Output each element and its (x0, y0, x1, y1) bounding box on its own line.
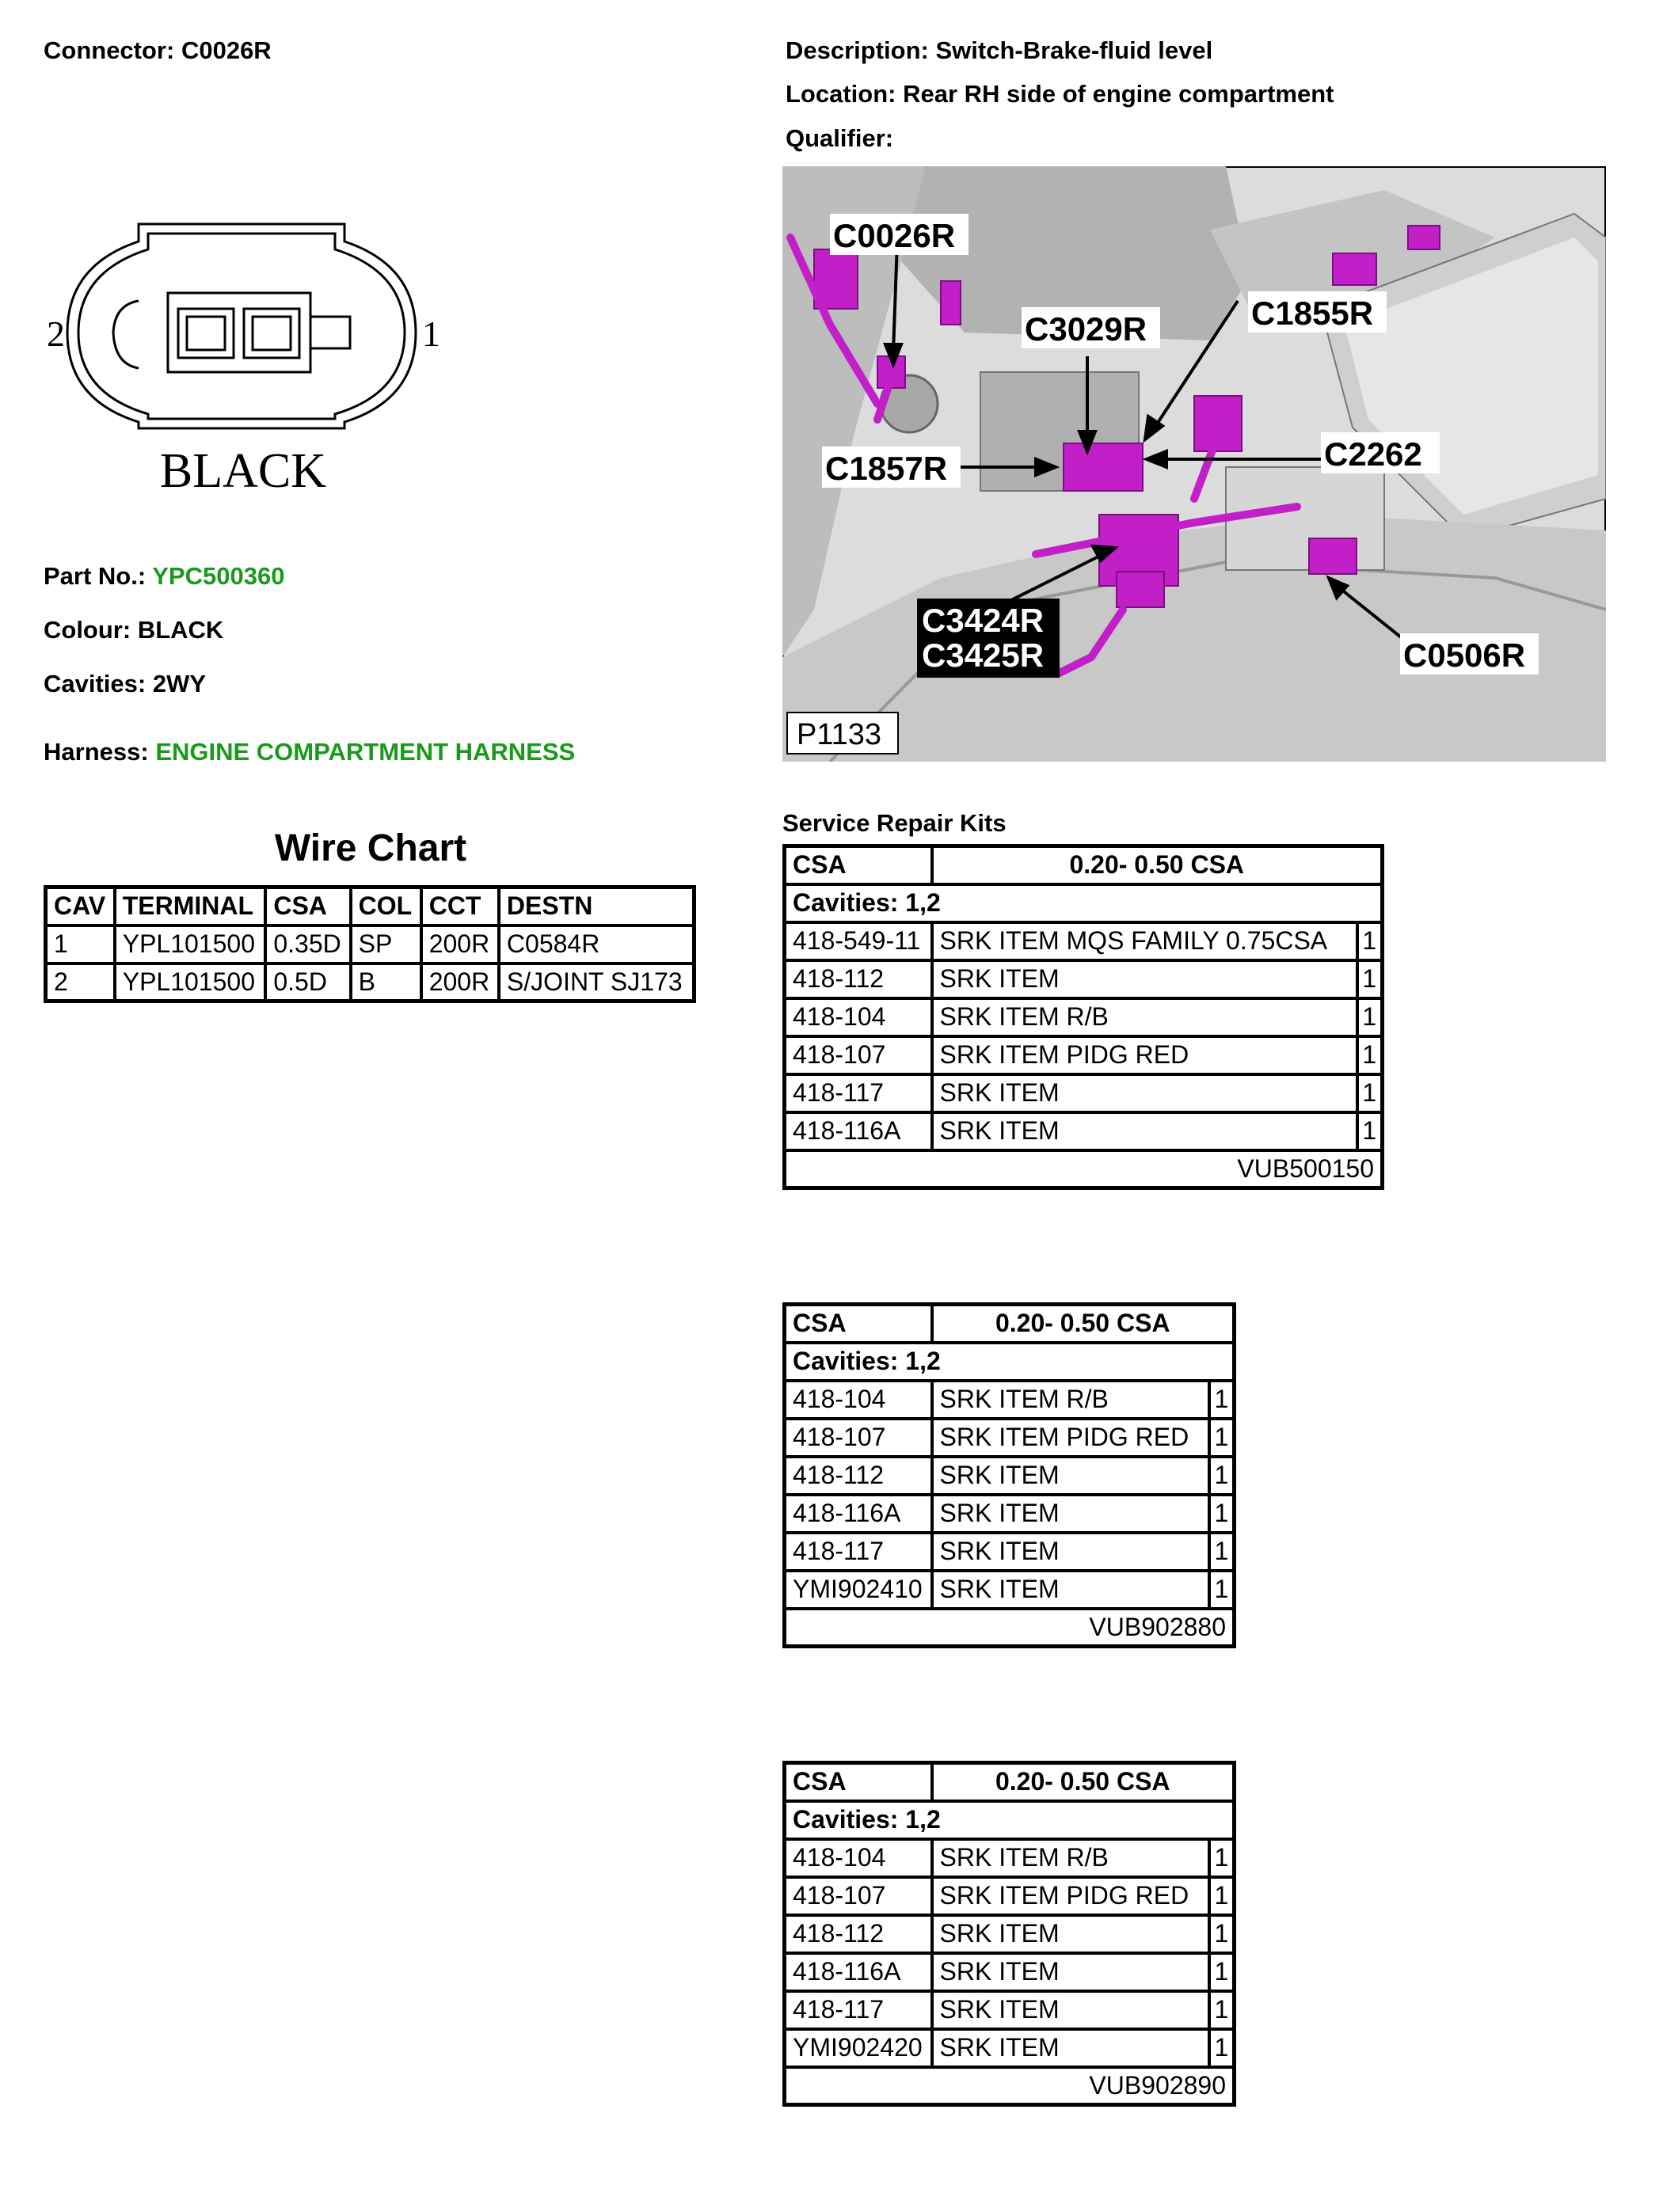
table-row (785, 1381, 1235, 1419)
table-row (46, 963, 695, 1001)
cell: SRK ITEM (932, 1112, 1357, 1150)
cell: SRK ITEM R/B (932, 998, 1357, 1036)
cavities-line (44, 670, 206, 698)
col-header: CAV (46, 887, 115, 925)
cell: SRK ITEM (932, 1571, 1209, 1609)
service-kit-table-2 (782, 1302, 1236, 1648)
wire-chart-title: Wire Chart (274, 827, 467, 869)
description-label: Description: (786, 36, 929, 64)
cell: SRK ITEM (932, 1953, 1209, 1991)
col-header: TERMINAL (115, 887, 266, 925)
cell: 418-104 (785, 1839, 932, 1877)
cell: SRK ITEM (932, 1074, 1357, 1112)
cell: 418-549-11 (785, 922, 932, 960)
cell: 0.5D (265, 963, 350, 1001)
cell: 418-112 (785, 960, 932, 998)
cell: 418-104 (785, 1381, 932, 1419)
cell: SP (351, 925, 421, 963)
table-row (785, 1571, 1235, 1609)
service-kit-table-1 (782, 844, 1384, 1190)
cell: S/JOINT SJ173 (499, 963, 695, 1001)
table-row (785, 1991, 1235, 2029)
table-row (46, 925, 695, 963)
cell: 1 (1357, 1036, 1383, 1074)
cell: 418-107 (785, 1036, 932, 1074)
cell: SRK ITEM MQS FAMILY 0.75CSA (932, 922, 1357, 960)
harness-link[interactable]: ENGINE COMPARTMENT HARNESS (155, 738, 576, 766)
col-header: CSA (265, 887, 350, 925)
callout-c3425r: C3425R (922, 637, 1045, 674)
location-label: Location: (786, 80, 896, 108)
kit-number: VUB902890 (785, 2067, 1235, 2105)
cell: SRK ITEM PIDG RED (932, 1877, 1209, 1915)
qualifier-label: Qualifier: (786, 124, 894, 152)
col-header: COL (351, 887, 421, 925)
kit-cavities: Cavities: 1,2 (785, 1801, 1235, 1839)
pin-1-label: 1 (422, 314, 440, 354)
cell: C0584R (499, 925, 695, 963)
cell: 418-112 (785, 1457, 932, 1495)
wire-chart-header-row (46, 887, 695, 925)
engine-compartment-photo (782, 166, 1606, 762)
table-row (785, 2029, 1235, 2067)
cell: 418-107 (785, 1877, 932, 1915)
cell: SRK ITEM (932, 1915, 1209, 1953)
cell: 1 (1357, 922, 1383, 960)
cell: 418-117 (785, 1074, 932, 1112)
cavities-label: Cavities: (44, 670, 147, 697)
cell: YPL101500 (115, 925, 266, 963)
part-number-link[interactable]: YPC500360 (152, 562, 285, 590)
kit-number: VUB902880 (785, 1609, 1235, 1647)
table-row (785, 1112, 1383, 1150)
cell: 418-116A (785, 1495, 932, 1533)
photo-ref: P1133 (797, 718, 882, 751)
pin-2-label: 2 (47, 314, 65, 354)
cell: 418-117 (785, 1533, 932, 1571)
wire-chart-table (44, 885, 696, 1003)
table-row (785, 1839, 1235, 1877)
table-row (785, 960, 1383, 998)
cell: 1 (1209, 1495, 1235, 1533)
description-value: Switch-Brake-fluid level (935, 36, 1213, 64)
cell: 418-107 (785, 1419, 932, 1457)
table-row (785, 1419, 1235, 1457)
cell: 1 (1357, 1112, 1383, 1150)
cell: SRK ITEM PIDG RED (932, 1419, 1209, 1457)
connector-value: C0026R (181, 36, 272, 64)
cell: 1 (1209, 1457, 1235, 1495)
part-label: Part No.: (44, 562, 147, 590)
cell: 1 (1209, 1915, 1235, 1953)
location-line (786, 80, 1334, 108)
connector-face-diagram (44, 210, 487, 511)
cell: 1 (1209, 1381, 1235, 1419)
table-row (785, 1533, 1235, 1571)
table-row (785, 1915, 1235, 1953)
cell: 1 (1209, 1571, 1235, 1609)
csa-value: 0.20- 0.50 CSA (932, 1305, 1235, 1343)
cell: SRK ITEM (932, 2029, 1209, 2067)
col-header: CCT (421, 887, 499, 925)
csa-label: CSA (785, 1305, 932, 1343)
part-number-line (44, 562, 284, 591)
callout-c1857r: C1857R (825, 450, 948, 487)
colour-value: BLACK (137, 616, 224, 644)
table-row (785, 1457, 1235, 1495)
colour-label: Colour: (44, 616, 131, 644)
cell: 1 (46, 925, 115, 963)
connector-label: Connector: (44, 36, 175, 64)
kit-cavities: Cavities: 1,2 (785, 1343, 1235, 1381)
csa-value: 0.20- 0.50 CSA (932, 1763, 1235, 1801)
cell: 1 (1209, 1419, 1235, 1457)
cell: 1 (1357, 960, 1383, 998)
description-line (786, 36, 1212, 65)
table-row (785, 1036, 1383, 1074)
table-row (785, 1074, 1383, 1112)
cell: 1 (1357, 998, 1383, 1036)
cell: SRK ITEM (932, 1533, 1209, 1571)
callout-c3029r: C3029R (1025, 310, 1147, 348)
table-row (785, 1953, 1235, 1991)
location-value: Rear RH side of engine compartment (903, 80, 1334, 108)
cell: 2 (46, 963, 115, 1001)
table-row (785, 1495, 1235, 1533)
cell: 200R (421, 925, 499, 963)
cell: YPL101500 (115, 963, 266, 1001)
csa-label: CSA (785, 846, 932, 884)
cell: 1 (1209, 1533, 1235, 1571)
cell: SRK ITEM R/B (932, 1839, 1209, 1877)
callout-c1855r: C1855R (1251, 295, 1374, 332)
cell: 1 (1209, 1839, 1235, 1877)
cell: SRK ITEM PIDG RED (932, 1036, 1357, 1074)
table-row (785, 922, 1383, 960)
csa-label: CSA (785, 1763, 932, 1801)
table-row (785, 1877, 1235, 1915)
kit-cavities: Cavities: 1,2 (785, 884, 1383, 922)
harness-label: Harness: (44, 738, 149, 766)
colour-line (44, 616, 223, 644)
harness-line (44, 738, 575, 766)
csa-value: 0.20- 0.50 CSA (932, 846, 1383, 884)
cell: 200R (421, 963, 499, 1001)
callout-c3424r: C3424R (922, 602, 1045, 639)
cell: 1 (1209, 1991, 1235, 2029)
kit-number: VUB500150 (785, 1150, 1383, 1188)
cell: YMI902420 (785, 2029, 932, 2067)
service-kit-table-3 (782, 1761, 1236, 2107)
cell: 418-117 (785, 1991, 932, 2029)
cell: 1 (1357, 1074, 1383, 1112)
cell: 418-116A (785, 1953, 932, 1991)
callout-c0026r: C0026R (833, 217, 956, 254)
cell: 1 (1209, 1877, 1235, 1915)
table-row (785, 998, 1383, 1036)
cell: 0.35D (265, 925, 350, 963)
cavities-value: 2WY (152, 670, 207, 697)
cell: SRK ITEM (932, 1495, 1209, 1533)
callout-c2262: C2262 (1324, 435, 1422, 473)
cell: SRK ITEM (932, 960, 1357, 998)
cell: 1 (1209, 2029, 1235, 2067)
connector-color-text: BLACK (159, 444, 327, 498)
col-header: DESTN (499, 887, 695, 925)
cell: 418-104 (785, 998, 932, 1036)
cell: YMI902410 (785, 1571, 932, 1609)
cell: SRK ITEM R/B (932, 1381, 1209, 1419)
cell: SRK ITEM (932, 1991, 1209, 2029)
cell: 1 (1209, 1953, 1235, 1991)
cell: B (351, 963, 421, 1001)
service-kits-title: Service Repair Kits (782, 809, 1007, 837)
connector-line (44, 36, 272, 65)
cell: 418-116A (785, 1112, 932, 1150)
qualifier-line (786, 124, 893, 153)
callout-c0506r: C0506R (1403, 637, 1526, 674)
cell: SRK ITEM (932, 1457, 1209, 1495)
cell: 418-112 (785, 1915, 932, 1953)
